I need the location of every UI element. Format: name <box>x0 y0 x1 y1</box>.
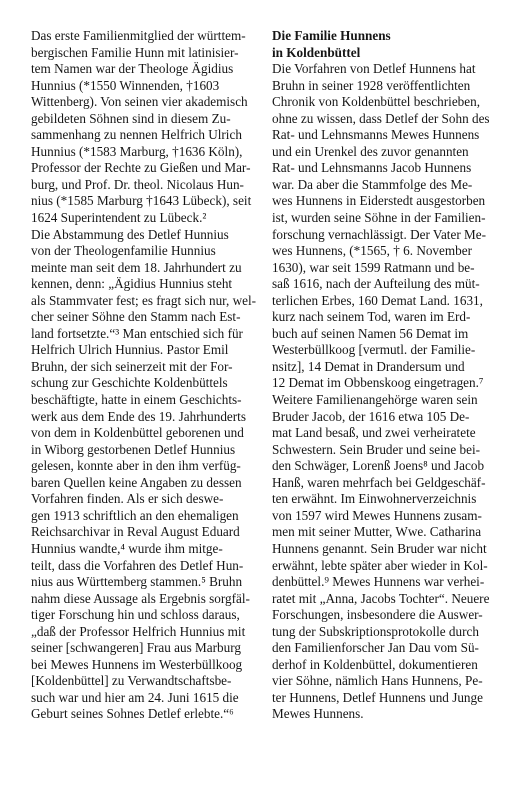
text-line: ter Hunnens, Detlef Hunnens und Junge <box>272 689 483 705</box>
text-line: Professor der Rechte zu Gießen und Mar- <box>31 160 251 176</box>
text-line: von dem in Koldenbüttel geborenen und <box>31 425 244 441</box>
text-line: cher seiner Söhne den Stamm nach Est- <box>31 309 241 325</box>
text-line: meinte man seit dem 18. Jahrhundert zu <box>31 259 242 275</box>
text-line: Chronik von Koldenbüttel beschrieben, <box>272 94 481 110</box>
text-line: kurz nach seinem Tod, waren im Erd- <box>272 309 471 325</box>
text-line: ist, wurden seine Söhne in der Familien- <box>272 210 486 226</box>
text-line: mat Land besaß, und zwei verheiratete <box>272 425 476 441</box>
text-line: Schwestern. Sein Bruder und seine bei- <box>272 441 481 457</box>
text-line: Rat- und Lehnsmanns Mewes Hunnens <box>272 127 480 143</box>
text-line: erwähnt, lebte später aber wieder in Kol- <box>272 557 488 573</box>
text-line: nius (*1585 Marburg †1643 Lübeck), seit <box>31 193 252 209</box>
text-line: ohne zu wissen, dass Detlef der Sohn des <box>272 110 490 126</box>
text-line: Hunnius (*1583 Marburg, †1636 Köln), <box>31 143 243 159</box>
text-line: Mewes Hunnens. <box>272 706 364 722</box>
text-line: nahm diese Aussage als Ergebnis sorgfäl- <box>31 590 250 606</box>
text-line: Hunnens genannt. Sein Bruder war nicht <box>272 540 487 556</box>
text-line: baren Quellen keine Angaben zu dessen <box>31 474 242 490</box>
text-line: und ein Urenkel des zuvor genannten <box>272 143 469 159</box>
text-line: Bruder Jacob, der 1616 etwa 105 De- <box>272 408 470 424</box>
section-heading <box>272 28 508 61</box>
text-line: Rat- und Lehnsmanns Jacob Hunnens <box>272 160 472 176</box>
text-line: von 1597 wird Mewes Hunnens zusam- <box>272 507 482 523</box>
text-line: teilt, dass die Vorfahren des Detlef Hun- <box>31 557 244 573</box>
text-line: von der Theologenfamilie Hunnius <box>31 243 216 259</box>
text-line: denbüttel.⁹ Mewes Hunnens war verhei- <box>272 574 485 590</box>
text-line: nsitz], 14 Demat in Drandersum und <box>272 358 465 374</box>
text-line: kennen, denn: „Ägidius Hunnius steht <box>31 276 233 292</box>
left-text-column <box>31 28 267 723</box>
text-line: Vorfahren finden. Als er sich deswe- <box>31 491 224 507</box>
text-line: vier Söhne, nämlich Hans Hunnens, Pe- <box>272 673 483 689</box>
text-line: Die Vorfahren von Detlef Hunnens hat <box>272 61 476 77</box>
right-body-text <box>272 61 508 723</box>
text-line: Westerbüllkoog [vermutl. der Familie- <box>272 342 476 358</box>
text-line: [Koldenbüttel] zu Verwandtschaftsbe- <box>31 673 232 689</box>
text-line: nius aus Württemberg stammen.⁵ Bruhn <box>31 574 243 590</box>
text-line: schung zur Geschichte Koldenbüttels <box>31 375 228 391</box>
text-line: Bruhn, der sich seinerzeit mit der For- <box>31 358 233 374</box>
text-line: sammenhang zu nennen Helfrich Ulrich <box>31 127 242 143</box>
text-line: Bruhn in seiner 1928 veröffentlichten <box>272 77 471 93</box>
text-line: war. Da aber die Stammfolge des Me- <box>272 176 473 192</box>
text-line: in Koldenbüttel <box>272 44 361 60</box>
text-line: saß 1616, nach der Aufteilung des müt- <box>272 276 480 292</box>
text-line: ten erwähnt. Im Einwohnerverzeichnis <box>272 491 477 507</box>
text-line: tem Namen war der Theologe Ägidius <box>31 61 234 77</box>
text-line: Forschungen, insbesondere die Auswer- <box>272 607 483 623</box>
text-line: als Stammvater fest; es fragt sich nur, wel- <box>31 292 257 308</box>
text-line: ratet mit „Anna, Jacobs Tochter“. Neuere <box>272 590 490 606</box>
text-line: 12 Demat im Obbenskoog eingetragen.⁷ <box>272 375 484 391</box>
text-line: gebildeten Söhnen sind in diesem Zu- <box>31 110 231 126</box>
text-line: den Familienforscher Jan Dau vom Sü- <box>272 640 479 656</box>
text-line: such war und hier am 24. Juni 1615 die <box>31 689 239 705</box>
text-line: Hunnius wandte,⁴ wurde ihm mitge- <box>31 540 223 556</box>
text-line: 1630), war seit 1599 Ratmann und be- <box>272 259 475 275</box>
text-line: tiger Forschung hin und schloss daraus, <box>31 607 240 623</box>
text-line: Reichsarchivar in Reval August Eduard <box>31 524 240 540</box>
text-line: den Schwäger, Lorenß Joens⁸ und Jacob <box>272 458 485 474</box>
text-line: seiner [schwangeren] Frau aus Marburg <box>31 640 241 656</box>
text-line: land fortsetzte.“³ Man entschied sich für <box>31 325 243 341</box>
text-line: „daß der Professor Helfrich Hunnius mit <box>31 623 246 639</box>
text-line: men mit seiner Mutter, Wwe. Catharina <box>272 524 482 540</box>
text-line: Die Familie Hunnens <box>272 28 391 43</box>
right-text-column <box>272 28 508 723</box>
text-line: terlichen Erbes, 160 Demat Land. 1631, <box>272 292 483 308</box>
text-line: burg, und Prof. Dr. theol. Nicolaus Hun- <box>31 176 244 192</box>
text-line: wes Hunnens, (*1565, † 6. November <box>272 243 472 259</box>
text-line: 1624 Superintendent zu Lübeck.² <box>31 210 207 226</box>
text-line: Hunnius (*1550 Winnenden, †1603 <box>31 77 220 93</box>
text-line: bergischen Familie Hunn mit latinisier- <box>31 44 239 60</box>
text-line: derhof in Koldenbüttel, dokumentieren <box>272 656 478 672</box>
text-line: Hanß, waren mehrfach bei Geldgeschäf- <box>272 474 486 490</box>
text-line: Die Abstammung des Detlef Hunnius <box>31 226 229 242</box>
text-line: Wittenberg). Von seinen vier akademisch <box>31 94 248 110</box>
text-line: bei Mewes Hunnens im Westerbüllkoog <box>31 656 243 672</box>
text-line: Weitere Familienangehörge waren sein <box>272 392 478 408</box>
text-line: Helfrich Ulrich Hunnius. Pastor Emil <box>31 342 229 358</box>
text-line: Das erste Familienmitglied der württem- <box>31 28 246 43</box>
text-line: Geburt seines Sohnes Detlef erlebte.“⁶ <box>31 706 234 722</box>
text-line: gen 1913 schriftlich an den ehemaligen <box>31 507 239 523</box>
text-line: forschung vernachlässigt. Der Vater Me- <box>272 226 486 242</box>
text-line: wes Hunnens in Eiderstedt ausgestorben <box>272 193 486 209</box>
text-line: buch auf seinen Namen 56 Demat im <box>272 325 469 341</box>
text-line: tung der Subskriptionsprotokolle durch <box>272 623 479 639</box>
text-line: beschäftigte, hatte in einem Geschichts- <box>31 392 242 408</box>
text-line: werk aus dem Ende des 19. Jahrhunderts <box>31 408 246 424</box>
text-line: gelesen, konnte aber in den ihm verfüg- <box>31 458 241 474</box>
text-line: in Wiborg gestorbenen Detlef Hunnius <box>31 441 236 457</box>
